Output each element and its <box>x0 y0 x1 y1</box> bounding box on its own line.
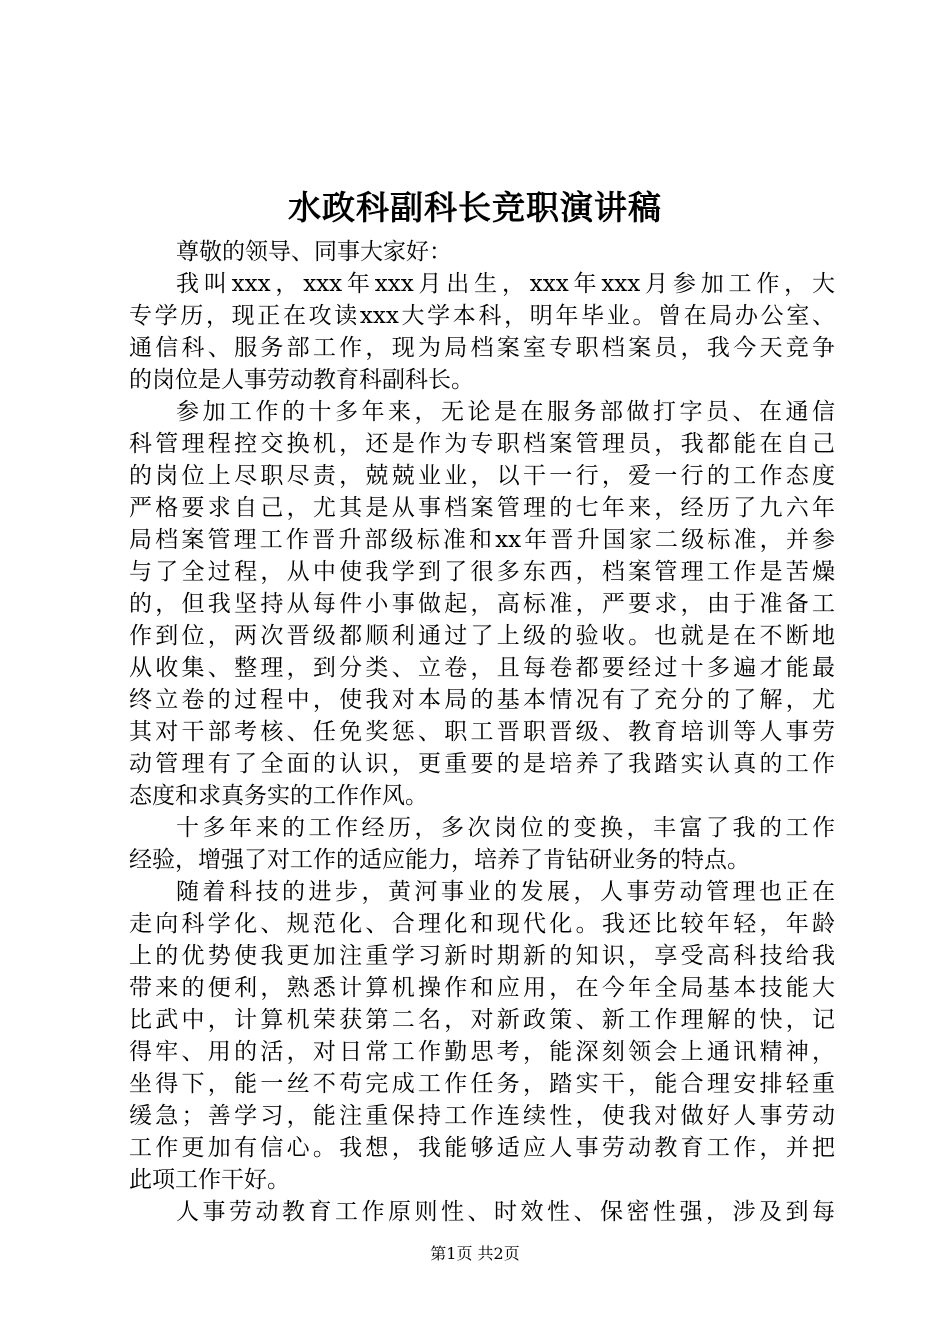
text-line: 与了全过程，从中使我学到了很多东西，档案管理工作是苦燥 <box>129 559 835 585</box>
text-line: 带来的便利，熟悉计算机操作和应用，在今年全局基本技能大 <box>129 975 835 1001</box>
text-line: 上的优势使我更加注重学习新时期新的知识，享受高科技给我 <box>129 943 835 969</box>
text-line: 走向科学化、规范化、合理化和现代化。我还比较年轻，年龄 <box>129 911 835 937</box>
text-line: 局档案管理工作晋升部级标准和xx年晋升国家二级标准，并参 <box>129 527 835 553</box>
text-line: 的岗位上尽职尽责，兢兢业业，以干一行，爱一行的工作态度 <box>129 463 835 489</box>
text-line: 比武中，计算机荣获第二名，对新政策、新工作理解的快，记 <box>129 1007 835 1033</box>
text-line: 人事劳动教育工作原则性、时效性、保密性强，涉及到每 <box>176 1199 835 1225</box>
text-line: 通信科、服务部工作，现为局档案室专职档案员，我今天竞争 <box>129 335 835 361</box>
text-line: 此项工作干好。 <box>129 1167 290 1193</box>
text-line: 十多年来的工作经历，多次岗位的变换，丰富了我的工作 <box>176 815 835 841</box>
text-line: 专学历，现正在攻读xxx大学本科，明年毕业。曾在局办公室、 <box>129 303 835 329</box>
text-line: 作到位，两次晋级都顺利通过了上级的验收。也就是在不断地 <box>129 623 835 649</box>
text-line: 动管理有了全面的认识，更重要的是培养了我踏实认真的工作 <box>129 751 835 777</box>
text-line: 的岗位是人事劳动教育科副科长。 <box>129 367 474 393</box>
text-line: 从收集、整理，到分类、立卷，且每卷都要经过十多遍才能最 <box>129 655 835 681</box>
text-line: 经验，增强了对工作的适应能力，培养了肯钻研业务的特点。 <box>129 847 750 873</box>
text-line: 得牢、用的活，对日常工作勤思考，能深刻领会上通讯精神， <box>129 1039 835 1065</box>
text-line: 严格要求自己，尤其是从事档案管理的七年来，经历了九六年 <box>129 495 835 521</box>
text-line: 终立卷的过程中，使我对本局的基本情况有了充分的了解，尤 <box>129 687 835 713</box>
text-line: 我叫xxx，xxx年xxx月出生，xxx年xxx月参加工作，大 <box>176 271 835 297</box>
document-body <box>129 236 835 1228</box>
text-line: 参加工作的十多年来，无论是在服务部做打字员、在通信 <box>176 399 835 425</box>
text-line: 科管理程控交换机，还是作为专职档案管理员，我都能在自己 <box>129 431 835 457</box>
text-line: 坐得下，能一丝不苟完成工作任务，踏实干，能合理安排轻重 <box>129 1071 835 1097</box>
text-line: 态度和求真务实的工作作风。 <box>129 783 428 809</box>
text-line: 的，但我坚持从每件小事做起，高标准，严要求，由于准备工 <box>129 591 835 617</box>
text-line: 工作更加有信心。我想，我能够适应人事劳动教育工作，并把 <box>129 1135 835 1161</box>
text-line: 随着科技的进步，黄河事业的发展，人事劳动管理也正在 <box>176 879 835 905</box>
page-footer: 第1页 共2页 <box>430 1244 520 1263</box>
text-line: 缓急；善学习，能注重保持工作连续性，使我对做好人事劳动 <box>129 1103 835 1129</box>
document-title: 水政科副科长竞职演讲稿 <box>288 188 662 227</box>
text-line: 尊敬的领导、同事大家好： <box>176 239 452 265</box>
text-line: 其对干部考核、任免奖惩、职工晋职晋级、教育培训等人事劳 <box>129 719 835 745</box>
